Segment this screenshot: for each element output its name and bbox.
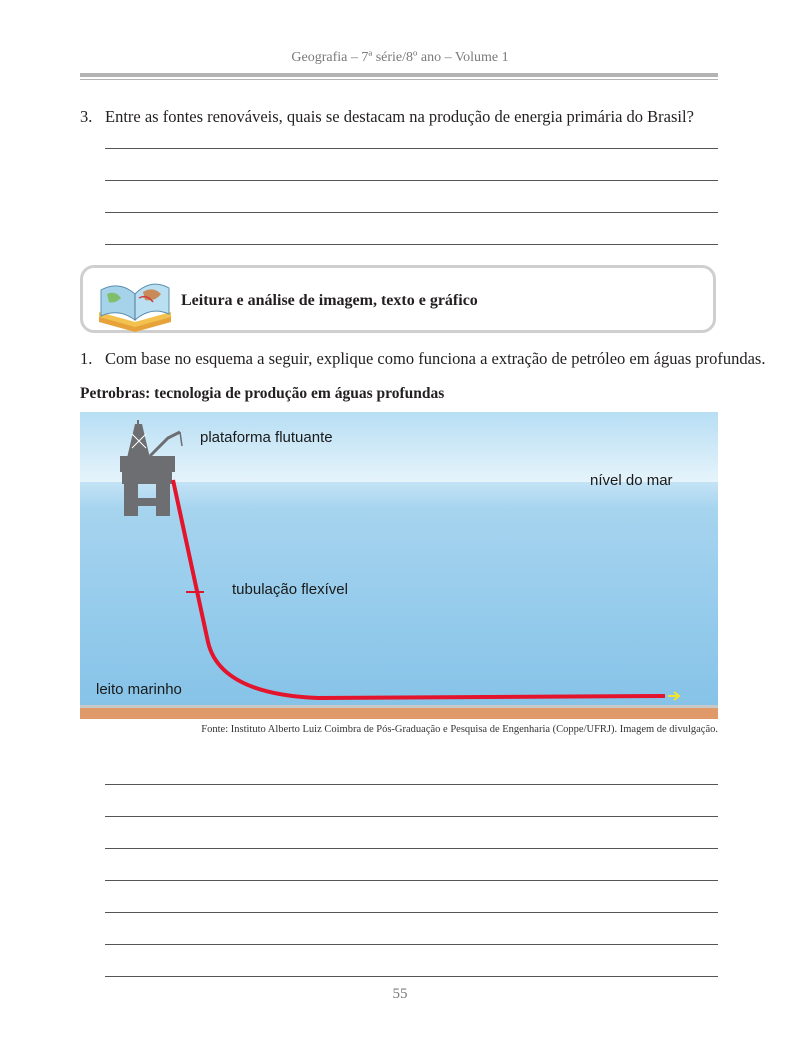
question-number: 1. <box>80 349 93 368</box>
book-map-icon <box>95 272 175 332</box>
answer-line[interactable] <box>105 912 718 913</box>
figure-source: Fonte: Instituto Alberto Luiz Coimbra de Pós-Graduação e Pesquisa de Engenharia (Coppe/UFRJ). Imagem de divulgação. <box>201 724 718 735</box>
question-3 <box>80 107 694 127</box>
answer-line[interactable] <box>105 816 718 817</box>
figure-title: Petrobras: tecnologia de produção em águas profundas <box>80 385 445 402</box>
answer-line[interactable] <box>105 848 718 849</box>
section-header-box <box>80 265 716 333</box>
page-header: Geografia – 7ª série/8º ano – Volume 1 <box>291 50 509 65</box>
answer-line[interactable] <box>105 976 718 977</box>
page-number: 55 <box>392 986 408 1002</box>
question-text: Com base no esquema a seguir, explique como funciona a extração de petróleo em águas profundas. <box>105 349 766 368</box>
question-number: 3. <box>80 107 93 126</box>
label-platform: plataforma flutuante <box>200 429 333 446</box>
answer-line[interactable] <box>105 244 718 245</box>
label-sea-level: nível do mar <box>590 472 673 489</box>
answer-line[interactable] <box>105 784 718 785</box>
label-seabed: leito marinho <box>96 681 182 698</box>
answer-line[interactable] <box>105 212 718 213</box>
seabed-edge <box>80 705 718 708</box>
answer-line[interactable] <box>105 944 718 945</box>
seabed-strip <box>80 707 718 719</box>
header-rule <box>80 73 718 77</box>
question-text: Entre as fontes renováveis, quais se destacam na produção de energia primária do Brasil? <box>105 107 694 126</box>
offshore-production-diagram <box>80 412 718 719</box>
answer-line[interactable] <box>105 180 718 181</box>
section-title: Leitura e análise de imagem, texto e gráfico <box>181 292 478 309</box>
answer-line[interactable] <box>105 148 718 149</box>
header-rule-thin <box>80 79 718 80</box>
answer-line[interactable] <box>105 880 718 881</box>
label-pipe: tubulação flexível <box>232 581 348 598</box>
question-1 <box>80 349 765 369</box>
water-area <box>80 482 718 707</box>
